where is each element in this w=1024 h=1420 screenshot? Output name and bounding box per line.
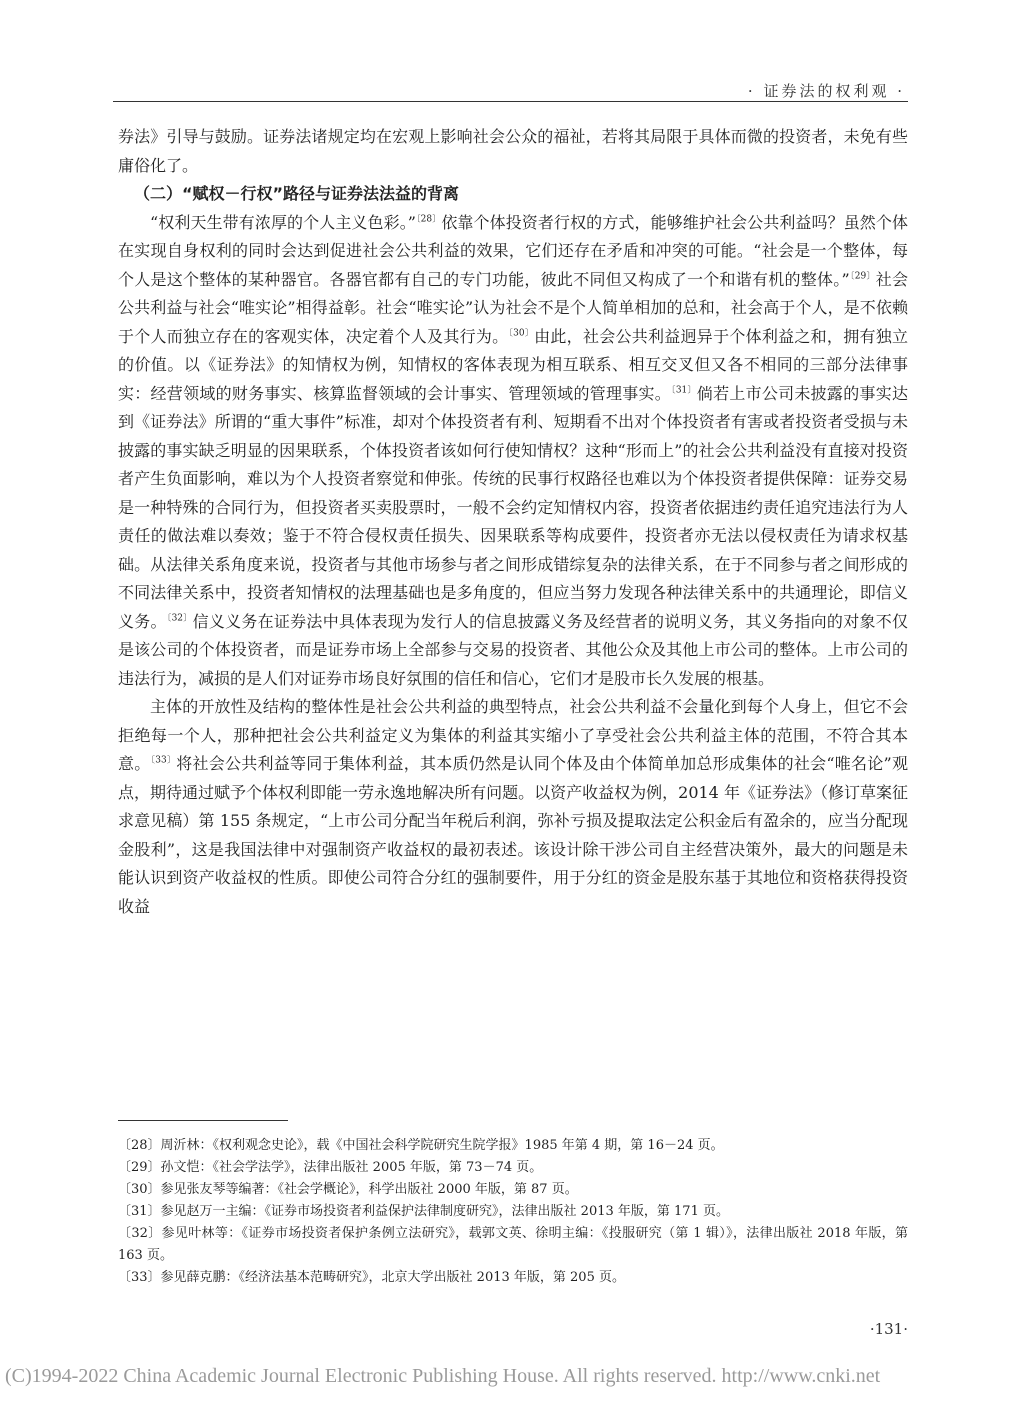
paragraph-text: “权利天生带有浓厚的个人主义色彩。” bbox=[150, 212, 416, 232]
paragraph-text: 社会公共利益与社会“唯实论”相得益彰。社会“唯实论”认为社会不是个人简单相加的总和，社会高于个人，是不依赖于个人而独立存在的客观实体，决定着个人及其行为。 bbox=[118, 269, 908, 346]
paragraph bbox=[118, 209, 908, 694]
paragraph-text: 倘若上市公司未披露的事实达到《证券法》所谓的“重大事件”标准，却对个体投资者有利、短期看不出对个体投资者有害或者投资者受损与未披露的事实缺乏明显的因果联系，个体投资者该如何行使知情权？这种“形而上”的社会公共利益没有直接对投资者产生负面影响，难以为个人投资者察觉和伸张。传统的民事行权路径也难以为个体投资者提供保障：证券交易是一种特殊的合同行为，但投资者买卖股票时，一般不会约定知情权内容，投资者依据违约责任追究违法行为人责任的做法难以奏效；鉴于不符合侵权责任损失、因果联系等构成要件，投资者亦无法以侵权责任为请求权基础。从法律关系角度来说，投资者与其他市场参与者之间形成错综复杂的法律关系，在于不同参与者之间形成的不同法律关系中，投资者知情权的法理基础也是多角度的，但应当努力发现各种法律关系中的共通理论，即信义义务。 bbox=[118, 383, 908, 631]
running-header: · 证券法的权利观 · bbox=[747, 82, 905, 100]
page-number: ·131· bbox=[869, 1320, 908, 1338]
paragraph-text: 由此，社会公共利益迥异于个体利益之和，拥有独立的价值。以《证券法》的知情权为例，知情权的客体表现为相互联系、相互交叉但又各不相同的三部分法律事实：经营领域的财务事实、核算监督领域的会计事实、管理领域的管理事实。 bbox=[118, 326, 908, 403]
footnote: 〔29〕孙文恺：《社会学法学》，法律出版社 2005 年版，第 73－74 页。 bbox=[118, 1160, 543, 1175]
footnote-ref[interactable]: 〔28〕 bbox=[415, 214, 442, 225]
footnote-ref[interactable]: 〔29〕 bbox=[849, 271, 876, 282]
footnote: 〔30〕参见张友琴等编著：《社会学概论》，科学出版社 2000 年版，第 87 页。 bbox=[118, 1182, 578, 1197]
section-heading: （二）“赋权－行权”路径与证券法法益的背离 bbox=[134, 184, 460, 203]
footnote-ref[interactable]: 〔30〕 bbox=[508, 328, 535, 339]
article-body bbox=[118, 123, 908, 921]
footnote-ref[interactable]: 〔33〕 bbox=[150, 755, 177, 766]
paragraph-text: 主体的开放性及结构的整体性是社会公共利益的典型特点，社会公共利益不会量化到每个人身上，但它不会拒绝每一个人，那种把社会公共利益定义为集体的利益其实缩小了享受社会公共利益主体的范围，不符合其本意。 bbox=[118, 697, 908, 773]
footnote-ref[interactable]: 〔32〕 bbox=[166, 613, 193, 624]
paragraph-continuation: 券法》引导与鼓励。证券法诸规定均在宏观上影响社会公众的福祉，若将其局限于具体而微的投资者，未免有些庸俗化了。 bbox=[118, 127, 908, 175]
footnote: 〔32〕参见叶林等：《证券市场投资者保护条例立法研究》，载郭文英、徐明主编：《投服研究（第 1 辑）》，法律出版社 2018 年版，第 163 页。 bbox=[118, 1226, 908, 1263]
footnote-ref[interactable]: 〔31〕 bbox=[671, 385, 697, 396]
footnote-rule bbox=[118, 1120, 288, 1121]
footnote: 〔31〕参见赵万一主编：《证券市场投资者利益保护法律制度研究》，法律出版社 2013 年版，第 171 页。 bbox=[118, 1204, 729, 1219]
paragraph-text: 信义义务在证券法中具体表现为发行人的信息披露义务及经营者的说明义务，其义务指向的对象不仅是该公司的个体投资者，而是证券市场上全部参与交易的投资者、其他公众及其他上市公司的整体。上市公司的违法行为，减损的是人们对证券市场良好氛围的信任和信心，它们才是股市长久发展的根基。 bbox=[118, 611, 908, 688]
footnote: 〔28〕周沂林：《权利观念史论》，载《中国社会科学院研究生院学报》1985 年第 4 期，第 16－24 页。 bbox=[118, 1138, 724, 1153]
header-rule bbox=[113, 101, 908, 102]
footnote: 〔33〕参见薛克鹏：《经济法基本范畴研究》，北京大学出版社 2013 年版，第 205 页。 bbox=[118, 1270, 625, 1285]
paragraph-text: 将社会公共利益等同于集体利益，其本质仍然是认同个体及由个体简单加总形成集体的社会“唯名论”观点，期待通过赋予个体权利即能一劳永逸地解决所有问题。以资产收益权为例，2014 年《证券法》（修订草案征求意见稿）第 155 条规定，“上市公司分配当年税后利润，弥补亏损及提取法定公积金后有盈余的，应当分配现金股利”，这是我国法律中对强制资产收益权的最初表述。该设计除干涉公司自主经营决策外，最大的问题是未能认识到资产收益权的性质。即使公司符合分红的强制要件，用于分红的资金是股东基于其地位和资格获得投资收益 bbox=[118, 754, 908, 916]
paragraph-text: 依靠个体投资者行权的方式，能够维护社会公共利益吗？虽然个体在实现自身权利的同时会达到促进社会公共利益的效果，它们还存在矛盾和冲突的可能。“社会是一个整体，每个人是这个整体的某种器官。各器官都有自己的专门功能，彼此不同但又构成了一个和谐有机的整体。” bbox=[118, 212, 908, 289]
footnotes bbox=[118, 1135, 908, 1289]
paragraph bbox=[118, 693, 908, 921]
copyright-watermark: (C)1994-2022 China Academic Journal Electronic Publishing House. All rights reserved. http://www.cnki.net bbox=[5, 1365, 881, 1387]
